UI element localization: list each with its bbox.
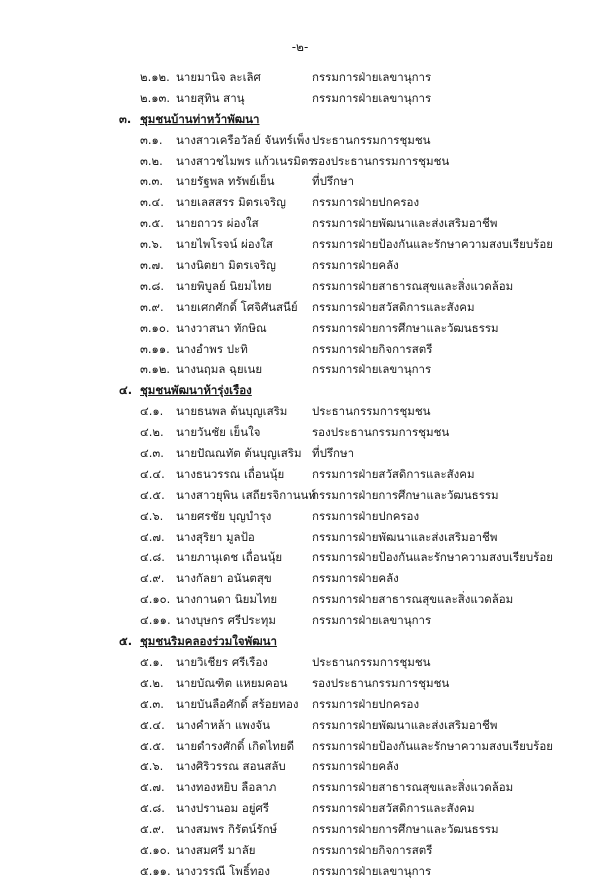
- entry-number: ๕.๑.: [140, 654, 164, 669]
- entry-number: ๓.๔.: [140, 195, 164, 210]
- committee-entry: [0, 318, 600, 339]
- entry-number: ๕.๑๑.: [140, 863, 171, 878]
- entry-number: ๓.๕.: [140, 216, 164, 231]
- committee-entry: [0, 736, 600, 757]
- committee-entry: [0, 568, 600, 589]
- committee-entry: [0, 777, 600, 798]
- member-name: นายมานิจ ละเลิศ: [176, 70, 261, 84]
- section-heading: [0, 109, 600, 130]
- committee-entry: [0, 819, 600, 840]
- committee-entry: [0, 652, 600, 673]
- member-role: กรรมการฝ่ายพัฒนาและส่งเสริมอาชีพ: [312, 216, 498, 231]
- member-name: นางสมพร กิรัตน์รักษ์: [176, 822, 278, 837]
- committee-entry: [0, 715, 600, 736]
- member-role: กรรมการฝ่ายสาธารณสุขและสิ่งแวดล้อม: [312, 592, 514, 607]
- page-number: -๒-: [291, 40, 309, 54]
- member-name: นายบัณฑิต แหยมคอน: [176, 675, 288, 690]
- member-name: นางสาวเครือวัลย์ จันทร์เพ็ง: [176, 132, 310, 147]
- entry-number: ๒.๑๓.: [140, 90, 171, 105]
- entry-number: ๔.๑๐.: [140, 592, 171, 607]
- committee-entry: [0, 840, 600, 861]
- member-name: นายเลสสรร มิตรเจริญ: [176, 195, 286, 210]
- member-name: นางนฤมล ฉุยเนย: [176, 362, 263, 377]
- entry-number: ๔.๒.: [140, 425, 164, 440]
- member-name: นางกานดา นิยมไทย: [176, 592, 278, 607]
- member-role: กรรมการฝ่ายสวัสดิการและสังคม: [312, 466, 475, 481]
- member-name: นายวิเชียร ศรีเรือง: [176, 654, 268, 669]
- committee-list: [0, 67, 600, 882]
- member-name: นายปัณณทัต ต้นบุญเสริม: [176, 446, 302, 461]
- entry-number: ๓.๘.: [140, 278, 165, 293]
- member-name: นายศรชัย บุญบำรุง: [176, 508, 272, 523]
- entry-number: ๔.๔.: [140, 466, 165, 481]
- member-name: นางกัลยา อนันตสุข: [176, 571, 272, 586]
- member-role: กรรมการฝ่ายปกครอง: [312, 195, 420, 210]
- member-name: นายรัฐพล ทรัพย์เย็น: [176, 174, 275, 189]
- entry-number: ๕.๕.: [140, 738, 165, 753]
- member-role: กรรมการฝ่ายเลขานุการ: [312, 70, 432, 84]
- member-name: นางคำหล้า แพงจัน: [176, 717, 271, 732]
- member-role: ที่ปรึกษา: [312, 174, 355, 189]
- member-role: กรรมการฝ่ายคลัง: [312, 258, 399, 273]
- member-role: กรรมการฝ่ายการศึกษาและวัฒนธรรม: [312, 487, 499, 502]
- member-role: กรรมการฝ่ายเลขานุการ: [312, 863, 432, 878]
- committee-entry: [0, 527, 600, 548]
- committee-entry: [0, 673, 600, 694]
- member-role: กรรมการฝ่ายสวัสดิการและสังคม: [312, 299, 475, 314]
- member-role: กรรมการฝ่ายสาธารณสุขและสิ่งแวดล้อม: [312, 278, 514, 293]
- entry-number: ๓.๓.: [140, 174, 164, 189]
- member-name: นายบันลือศักดิ์ สร้อยทอง: [176, 696, 299, 711]
- committee-entry: [0, 67, 600, 88]
- committee-entry: [0, 213, 600, 234]
- entry-number: ๒.๑๒.: [140, 70, 170, 84]
- entry-number: ๕.๖.: [140, 759, 164, 774]
- entry-number: ๕.๗.: [140, 780, 165, 795]
- entry-number: ๓.๑๐.: [140, 320, 170, 335]
- committee-entry: [0, 422, 600, 443]
- committee-entry: [0, 464, 600, 485]
- member-role: กรรมการฝ่ายเลขานุการ: [312, 613, 432, 628]
- committee-entry: [0, 694, 600, 715]
- entry-number: ๔.๗.: [140, 529, 165, 544]
- member-role: กรรมการฝ่ายป้องกันและรักษาความสงบเรียบร้อย: [312, 237, 553, 252]
- member-name: นางวาสนา ทักษิณ: [176, 320, 267, 335]
- section-heading: [0, 380, 600, 401]
- committee-entry: [0, 610, 600, 631]
- member-name: นายไพโรจน์ ผ่องใส: [176, 237, 273, 252]
- committee-entry: [0, 192, 600, 213]
- committee-entry: [0, 130, 600, 151]
- committee-entry: [0, 255, 600, 276]
- committee-entry: [0, 276, 600, 297]
- member-role: กรรมการฝ่ายการศึกษาและวัฒนธรรม: [312, 822, 499, 837]
- member-name: นายเศกศักดิ์ โศจิศันสนีย์: [176, 299, 298, 314]
- member-name: นางปรานอม อยู่ศรี: [176, 801, 269, 816]
- entry-number: ๓.๙.: [140, 299, 164, 314]
- committee-entry: [0, 234, 600, 255]
- entry-number: ๓.๗.: [140, 258, 164, 273]
- committee-entry: [0, 401, 600, 422]
- committee-entry: [0, 798, 600, 819]
- member-name: นางวรรณี โพธิ์ทอง: [176, 863, 270, 878]
- member-role: รองประธานกรรมการชุมชน: [312, 153, 450, 168]
- entry-number: ๔.๑.: [140, 404, 164, 419]
- entry-number: ๔.๙.: [140, 571, 165, 586]
- section-title: ชุมชนพัฒนาห้ารุ่งเรือง: [140, 383, 252, 398]
- member-role: กรรมการฝ่ายกิจการสตรี: [312, 341, 433, 356]
- section-number: ๓.: [119, 111, 132, 126]
- entry-number: ๓.๒.: [140, 153, 163, 168]
- section-number: ๕.: [119, 634, 133, 649]
- member-role: ที่ปรึกษา: [312, 446, 355, 461]
- committee-entry: [0, 443, 600, 464]
- member-name: นางบุษกร ศรีประทุม: [176, 613, 276, 628]
- section-heading: [0, 631, 600, 652]
- member-name: นายดำรงศักดิ์ เกิดไทยดี: [176, 738, 295, 753]
- committee-entry: [0, 547, 600, 568]
- member-name: นางทองหยิบ ลือลาภ: [176, 780, 277, 795]
- entry-number: ๔.๑๑.: [140, 613, 171, 628]
- member-role: กรรมการฝ่ายสวัสดิการและสังคม: [312, 801, 475, 816]
- member-role: กรรมการฝ่ายสาธารณสุขและสิ่งแวดล้อม: [312, 780, 514, 795]
- entry-number: ๕.๙.: [140, 822, 165, 837]
- committee-entry: [0, 589, 600, 610]
- member-role: กรรมการฝ่ายปกครอง: [312, 508, 420, 523]
- member-role: กรรมการฝ่ายคลัง: [312, 571, 399, 586]
- member-name: นายธนพล ต้นบุญเสริม: [176, 404, 288, 419]
- member-name: นางศิริวรรณ สอนสลับ: [176, 759, 286, 774]
- member-role: ประธานกรรมการชุมชน: [312, 404, 431, 419]
- entry-number: ๕.๘.: [140, 801, 165, 816]
- member-name: นายวันชัย เย็นใจ: [176, 425, 261, 440]
- member-name: นางธนวรรณ เถื่อนนุ้ย: [176, 466, 285, 481]
- section-title: ชุมชนบ้านท่าหว้าพัฒนา: [140, 111, 260, 126]
- committee-entry: [0, 151, 600, 172]
- entry-number: ๔.๘.: [140, 550, 165, 565]
- member-role: กรรมการฝ่ายพัฒนาและส่งเสริมอาชีพ: [312, 717, 498, 732]
- member-role: กรรมการฝ่ายเลขานุการ: [312, 90, 432, 105]
- section-number: ๔.: [119, 383, 133, 398]
- member-name: นายภานุเดช เถื่อนนุ้ย: [176, 550, 283, 565]
- entry-number: ๕.๑๐.: [140, 842, 171, 857]
- member-role: ประธานกรรมการชุมชน: [312, 654, 431, 669]
- member-role: กรรมการฝ่ายพัฒนาและส่งเสริมอาชีพ: [312, 529, 498, 544]
- member-role: กรรมการฝ่ายป้องกันและรักษาความสงบเรียบร้อย: [312, 550, 553, 565]
- member-name: นางสุริยา มูลป้อ: [176, 529, 255, 544]
- committee-entry: [0, 339, 600, 360]
- member-role: กรรมการฝ่ายกิจการสตรี: [312, 842, 433, 857]
- member-name: นายถาวร ผ่องใส: [176, 216, 259, 231]
- member-role: กรรมการฝ่ายปกครอง: [312, 696, 420, 711]
- entry-number: ๓.๑๒.: [140, 362, 171, 377]
- member-role: กรรมการฝ่ายเลขานุการ: [312, 362, 432, 377]
- section-title: ชุมชนริมคลองร่วมใจพัฒนา: [140, 634, 277, 649]
- committee-entry: [0, 756, 600, 777]
- entry-number: ๓.๑.: [140, 132, 163, 147]
- member-name: นางสมศรี มาลัย: [176, 842, 256, 857]
- entry-number: ๕.๔.: [140, 717, 165, 732]
- member-role: กรรมการฝ่ายป้องกันและรักษาความสงบเรียบร้อย: [312, 738, 553, 753]
- committee-entry: [0, 485, 600, 506]
- entry-number: ๓.๑๑.: [140, 341, 170, 356]
- committee-entry: [0, 506, 600, 527]
- member-role: รองประธานกรรมการชุมชน: [312, 425, 450, 440]
- entry-number: ๔.๕.: [140, 487, 165, 502]
- committee-entry: [0, 88, 600, 109]
- committee-entry: [0, 359, 600, 380]
- member-name: นางนิตยา มิตรเจริญ: [176, 258, 276, 273]
- member-name: นายพิบูลย์ นิยมไทย: [176, 278, 272, 293]
- entry-number: ๕.๓.: [140, 696, 164, 711]
- committee-entry: [0, 861, 600, 882]
- member-name: นางสาวชไมพร แก้วเนรมิตร: [176, 153, 315, 168]
- entry-number: ๕.๒.: [140, 675, 164, 690]
- entry-number: ๓.๖.: [140, 237, 163, 252]
- member-name: นางสาวยุพิน เสถียรจิกานนท์: [176, 487, 316, 502]
- member-role: รองประธานกรรมการชุมชน: [312, 675, 450, 690]
- entry-number: ๔.๖.: [140, 508, 164, 523]
- member-name: นายสุทิน สานุ: [176, 90, 245, 105]
- member-role: กรรมการฝ่ายคลัง: [312, 759, 399, 774]
- committee-entry: [0, 171, 600, 192]
- member-role: กรรมการฝ่ายการศึกษาและวัฒนธรรม: [312, 320, 499, 335]
- member-name: นางอำพร ปะทิ: [176, 341, 248, 356]
- committee-entry: [0, 297, 600, 318]
- entry-number: ๔.๓.: [140, 446, 164, 461]
- member-role: ประธานกรรมการชุมชน: [312, 132, 431, 147]
